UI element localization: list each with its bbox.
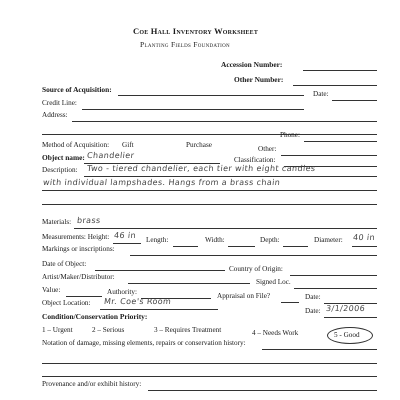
date-of-object-label: Date of Object: <box>42 260 87 268</box>
diameter-label: Diameter: <box>314 236 343 244</box>
notation-label: Notation of damage, missing elements, repairs or conservation history: <box>42 339 246 347</box>
object-location-label: Object Location: <box>42 299 91 307</box>
value-label: Value: <box>42 286 61 294</box>
object-name-value: Chandelier <box>86 151 135 160</box>
source-of-acquisition-label: Source of Acquisition: <box>42 85 112 94</box>
page-subtitle: Planting Fields Foundation <box>140 40 230 49</box>
object-location-value: Mr. Coe's Room <box>103 297 172 306</box>
provenance-label: Provenance and/or exhibit history: <box>42 380 142 388</box>
description-value-line-2: with individual lampshades. Hangs from a brass chain <box>42 178 281 187</box>
priority-option-2[interactable]: 2 – Serious <box>92 326 125 334</box>
method-of-acquisition-label: Method of Acquisition: <box>42 141 110 149</box>
priority-option-3[interactable]: 3 – Requires Treatment <box>154 326 222 334</box>
purchase-option[interactable]: Purchase <box>186 141 212 149</box>
description-field-2[interactable] <box>42 190 377 191</box>
markings-label: Markings or inscriptions: <box>42 245 115 253</box>
accession-number-field[interactable] <box>303 70 377 71</box>
object-location-field[interactable] <box>100 309 218 310</box>
priority-option-1[interactable]: 1 – Urgent <box>42 326 73 334</box>
location-date-label: Date: <box>305 307 321 315</box>
notation-field-3[interactable] <box>42 376 377 377</box>
other-number-label: Other Number: <box>234 75 284 84</box>
other-option-field[interactable] <box>281 155 377 156</box>
length-field[interactable] <box>173 246 198 247</box>
condition-priority-label: Condition/Conservation Priority: <box>42 312 148 321</box>
date-of-object-field[interactable] <box>95 270 225 271</box>
classification-label: Classification: <box>234 156 276 164</box>
description-field-3[interactable] <box>42 204 377 205</box>
authority-label: Authority: <box>107 288 137 296</box>
height-field[interactable] <box>113 243 141 244</box>
appraisal-date-label: Date: <box>305 293 321 301</box>
page-title: Coe Hall Inventory Worksheet <box>133 26 259 36</box>
gift-option[interactable]: Gift <box>122 141 134 149</box>
depth-label: Depth: <box>260 236 280 244</box>
artist-label: Artist/Maker/Distributor: <box>42 273 115 281</box>
country-of-origin-label: Country of Origin: <box>229 265 283 273</box>
appraisal-label: Appraisal on File? <box>217 292 271 300</box>
object-name-label: Object name: <box>42 153 85 162</box>
notation-field-2[interactable] <box>42 363 377 364</box>
description-value-line-1: Two - tiered chandelier, each tier with eight candles <box>86 164 316 173</box>
provenance-field[interactable] <box>148 390 377 391</box>
height-value: 46 in <box>113 231 137 240</box>
materials-field[interactable] <box>74 228 377 229</box>
location-date-value: 3/1/2006 <box>325 304 366 313</box>
country-of-origin-field[interactable] <box>290 275 377 276</box>
artist-field[interactable] <box>128 283 250 284</box>
other-option-label: Other: <box>258 145 277 153</box>
phone-label: Phone: <box>280 131 300 139</box>
credit-line-field[interactable] <box>82 109 304 110</box>
markings-field[interactable] <box>130 255 377 256</box>
address-label: Address: <box>42 111 68 119</box>
source-of-acquisition-field[interactable] <box>118 95 304 96</box>
source-date-label: Date: <box>313 90 329 98</box>
diameter-field[interactable] <box>352 246 377 247</box>
phone-field[interactable] <box>304 141 377 142</box>
depth-field[interactable] <box>283 246 308 247</box>
appraisal-field[interactable] <box>281 302 299 303</box>
signed-loc-field[interactable] <box>294 288 377 289</box>
priority-option-4[interactable]: 4 – Needs Work <box>252 329 299 337</box>
length-label: Length: <box>146 236 169 244</box>
address-field-1[interactable] <box>72 121 377 122</box>
signed-loc-label: Signed Loc. <box>256 278 291 286</box>
location-date-field[interactable] <box>324 317 377 318</box>
description-field-1[interactable] <box>84 176 377 177</box>
diameter-value: 40 in <box>352 233 376 242</box>
materials-label: Materials: <box>42 218 72 226</box>
credit-line-label: Credit Line: <box>42 99 77 107</box>
source-date-field[interactable] <box>332 100 377 101</box>
width-label: Width: <box>205 236 225 244</box>
description-label: Description: <box>42 166 78 174</box>
width-field[interactable] <box>228 246 255 247</box>
address-field-2[interactable] <box>42 134 377 135</box>
materials-value: brass <box>76 216 102 225</box>
notation-field-1[interactable] <box>262 349 377 350</box>
measurements-height-label: Measurements: Height: <box>42 233 110 241</box>
value-field[interactable] <box>66 296 102 297</box>
priority-option-5[interactable]: 5 - Good <box>334 331 360 339</box>
accession-number-label: Accession Number: <box>221 60 283 69</box>
other-number-field[interactable] <box>293 85 377 86</box>
